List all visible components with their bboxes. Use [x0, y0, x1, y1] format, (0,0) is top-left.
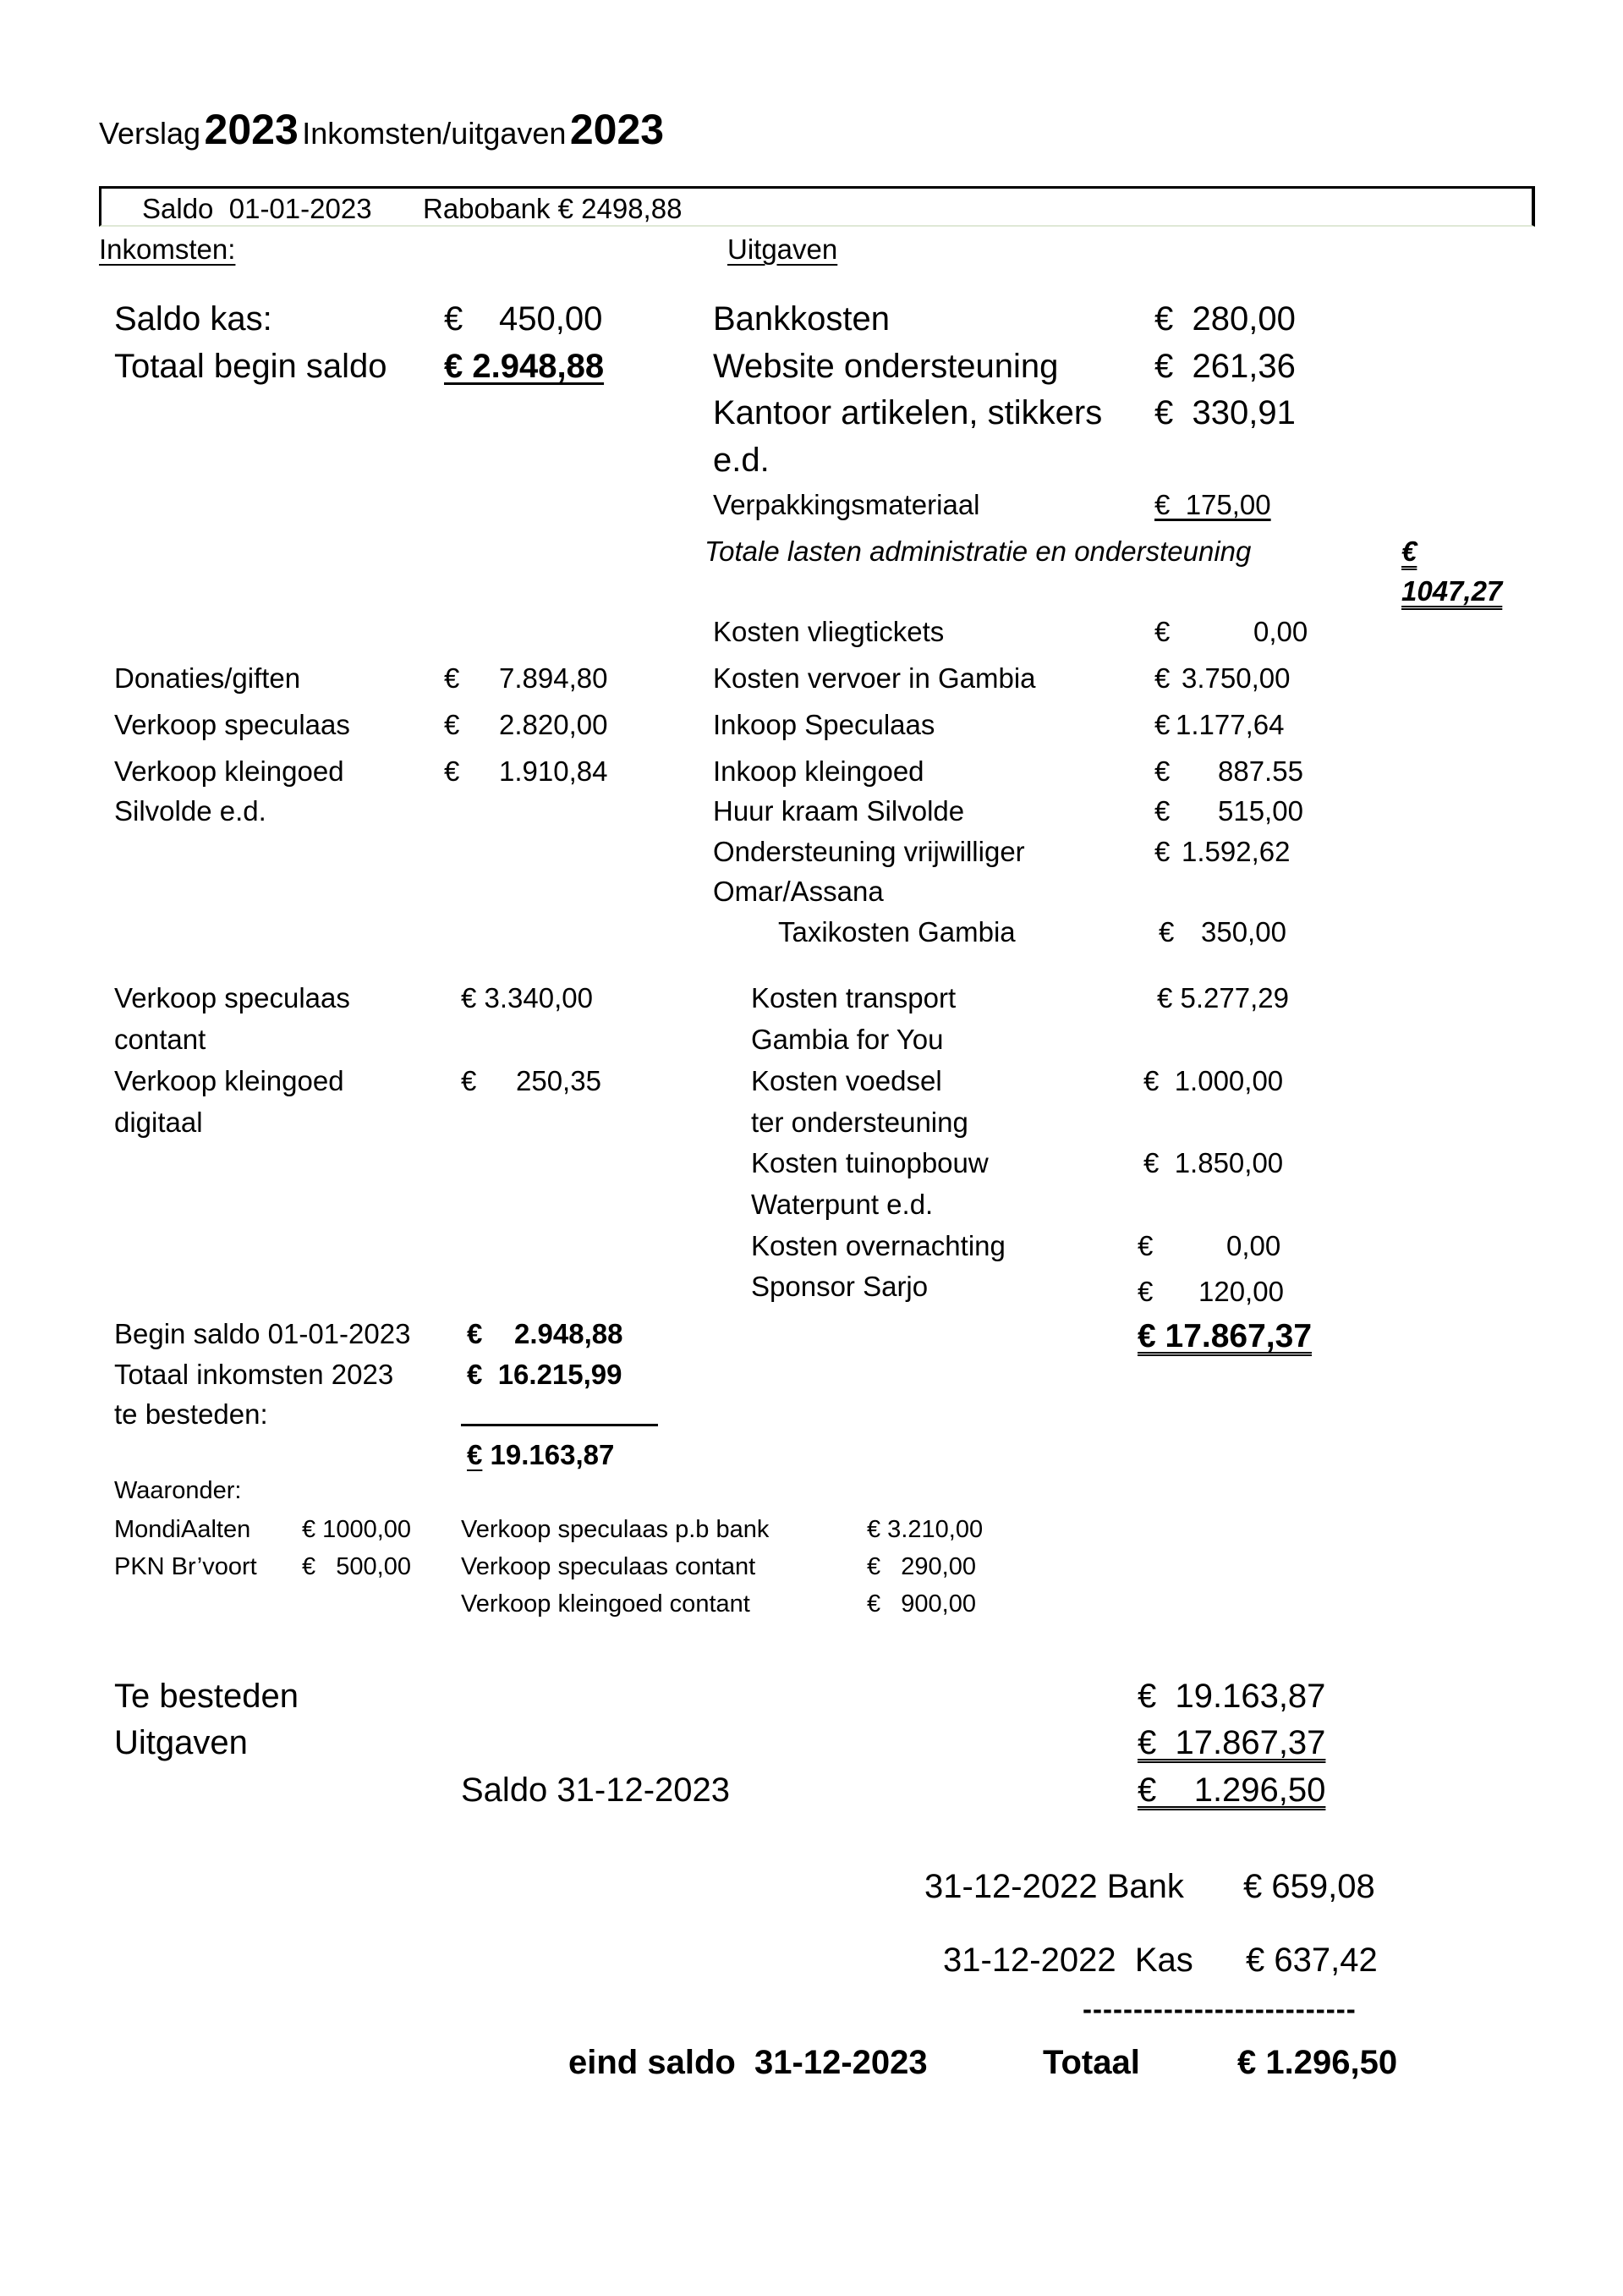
donaties-currency: €	[444, 662, 460, 694]
tuinopbouw-label-2: Waterpunt e.d.	[751, 1189, 934, 1220]
closing-bank-label: 31-12-2022 Bank	[924, 1868, 1184, 1905]
inkoop-speculaas-amount: 1.177,64	[1176, 709, 1285, 740]
totaal-begin-amount: € 2.948,88	[444, 348, 605, 385]
te-besteden-amount: 19.163,87	[490, 1439, 615, 1470]
closing-kas-amount: € 637,42	[1246, 1942, 1378, 1979]
balance-te-besteden-label: Te besteden	[114, 1678, 299, 1715]
begin-saldo-amount: 2.948,88	[514, 1318, 623, 1349]
balance-te-besteden-amount: € 19.163,87	[1138, 1678, 1326, 1715]
kantoor-label: Kantoor artikelen, stikkers	[713, 394, 1103, 431]
totaal-inkomsten-amount: € 16.215,99	[467, 1359, 622, 1390]
bankkosten-amount: € 280,00	[1154, 300, 1296, 338]
closing-kas-label: 31-12-2022 Kas	[943, 1942, 1193, 1979]
sale-amount: € 290,00	[867, 1553, 976, 1580]
totaal-begin-label: Totaal begin saldo	[114, 348, 387, 385]
eind-saldo-label: eind saldo 31-12-2023	[568, 2044, 928, 2081]
expense-heading: Uitgaven	[727, 233, 838, 265]
inkoop-speculaas-currency: €	[1154, 709, 1171, 740]
te-besteden-amount-row	[467, 1441, 614, 1469]
vliegtickets-currency: €	[1154, 616, 1171, 647]
totale-lasten-currency: €	[1401, 536, 1417, 567]
speculaas-contant-label-2: contant	[114, 1024, 206, 1055]
income-heading: Inkomsten:	[99, 233, 236, 265]
overnachting-currency: €	[1138, 1230, 1154, 1261]
inkoop-speculaas-label: Inkoop Speculaas	[713, 709, 935, 740]
totale-lasten-label: Totale lasten administratie en ondersteuning	[705, 536, 1252, 567]
kantoor-amount: € 330,91	[1154, 394, 1296, 431]
sponsor-currency: €	[1138, 1276, 1154, 1307]
vrijwilliger-currency: €	[1154, 836, 1171, 867]
inkoop-kleingoed-amount: 887.55	[1218, 755, 1303, 787]
closing-bank-amount: € 659,08	[1243, 1868, 1375, 1905]
kleingoed-digitaal-currency: €	[461, 1065, 477, 1096]
sale-label: Verkoop kleingoed contant	[461, 1590, 750, 1618]
sponsor-amount: 120,00	[1198, 1276, 1284, 1307]
inkoop-kleingoed-currency: €	[1154, 755, 1171, 787]
overnachting-amount: 0,00	[1226, 1230, 1281, 1261]
taxikosten-currency: €	[1159, 916, 1175, 948]
sale-label: Verkoop speculaas contant	[461, 1553, 756, 1580]
donor-label: PKN Br’voort	[114, 1553, 257, 1580]
donor-amount: € 1000,00	[302, 1516, 412, 1543]
te-besteden-label: te besteden:	[114, 1398, 268, 1430]
donor-label: MondiAalten	[114, 1516, 251, 1543]
speculaas-contant-label: Verkoop speculaas	[114, 982, 350, 1013]
saldo-kas-label: Saldo kas:	[114, 300, 272, 338]
verkoop-kleingoed-currency: €	[444, 755, 460, 787]
title-year-2: 2023	[569, 106, 665, 153]
huur-kraam-amount: 515,00	[1218, 795, 1303, 827]
vervoer-amount: 3.750,00	[1182, 662, 1291, 694]
taxikosten-amount: 350,00	[1201, 916, 1286, 948]
kantoor-label-2: e.d.	[713, 442, 770, 479]
donaties-label: Donaties/giften	[114, 662, 301, 694]
voedsel-amount: € 1.000,00	[1143, 1065, 1284, 1096]
tuinopbouw-amount: € 1.850,00	[1143, 1147, 1284, 1178]
balance-saldo-amount: € 1.296,50	[1138, 1771, 1326, 1809]
transport-label: Kosten transport	[751, 982, 957, 1013]
kleingoed-digitaal-amount: 250,35	[516, 1065, 601, 1096]
tuinopbouw-label: Kosten tuinopbouw	[751, 1147, 989, 1178]
verpakking-label: Verpakkingsmateriaal	[713, 489, 980, 520]
expenses-total: € 17.867,37	[1138, 1318, 1313, 1354]
title-prefix: Verslag	[99, 116, 201, 151]
sale-amount: € 3.210,00	[867, 1516, 984, 1543]
website-amount: € 261,36	[1154, 348, 1296, 385]
donor-amount: € 500,00	[302, 1553, 411, 1580]
verkoop-kleingoed-label-2: Silvolde e.d.	[114, 795, 266, 827]
taxikosten-label: Taxikosten Gambia	[778, 916, 1016, 948]
sale-amount: € 900,00	[867, 1590, 976, 1618]
kleingoed-digitaal-label: Verkoop kleingoed	[114, 1065, 344, 1096]
verpakking-amount: € 175,00	[1154, 489, 1271, 520]
vrijwilliger-label: Ondersteuning vrijwilliger	[713, 836, 1025, 867]
page-title	[99, 108, 664, 151]
overnachting-label: Kosten overnachting	[751, 1230, 1006, 1261]
box-saldo-label: Saldo 01-01-2023	[142, 193, 372, 224]
vrijwilliger-amount: 1.592,62	[1182, 836, 1291, 867]
title-middle: Inkomsten/uitgaven	[302, 116, 567, 151]
sale-label: Verkoop speculaas p.b bank	[461, 1516, 770, 1543]
voedsel-label: Kosten voedsel	[751, 1065, 942, 1096]
balance-uitgaven-amount: € 17.867,37	[1138, 1724, 1326, 1761]
te-besteden-currency: €	[467, 1439, 483, 1470]
saldo-kas-currency: €	[444, 300, 463, 338]
totale-lasten-amount: 1047,27	[1401, 575, 1503, 607]
balance-saldo-label: Saldo 31-12-2023	[461, 1771, 731, 1809]
website-label: Website ondersteuning	[713, 348, 1059, 385]
title-year: 2023	[204, 106, 299, 153]
speculaas-contant-amount: € 3.340,00	[461, 982, 593, 1013]
transport-label-2: Gambia for You	[751, 1024, 944, 1055]
vervoer-label: Kosten vervoer in Gambia	[713, 662, 1036, 694]
huur-kraam-currency: €	[1154, 795, 1171, 827]
subtotal-line	[461, 1424, 658, 1426]
vliegtickets-amount: 0,00	[1253, 616, 1308, 647]
waaronder-heading: Waaronder:	[114, 1477, 242, 1504]
sponsor-label: Sponsor Sarjo	[751, 1271, 929, 1302]
verkoop-speculaas-currency: €	[444, 709, 460, 740]
verkoop-kleingoed-label: Verkoop kleingoed	[114, 755, 344, 787]
begin-saldo-currency: €	[467, 1318, 483, 1349]
vrijwilliger-label-2: Omar/Assana	[713, 876, 884, 907]
totaal-inkomsten-label: Totaal inkomsten 2023	[114, 1359, 394, 1390]
closing-totaal-amount: € 1.296,50	[1237, 2044, 1398, 2081]
box-bank-label: Rabobank € 2498,88	[423, 193, 683, 224]
huur-kraam-label: Huur kraam Silvolde	[713, 795, 965, 827]
closing-dashes: ---------------------------	[1083, 1993, 1357, 2024]
balance-uitgaven-label: Uitgaven	[114, 1724, 248, 1761]
kleingoed-digitaal-label-2: digitaal	[114, 1107, 203, 1138]
bankkosten-label: Bankkosten	[713, 300, 891, 338]
transport-amount: € 5.277,29	[1157, 982, 1289, 1013]
vliegtickets-label: Kosten vliegtickets	[713, 616, 945, 647]
voedsel-label-2: ter ondersteuning	[751, 1107, 968, 1138]
verkoop-speculaas-amount: 2.820,00	[499, 709, 608, 740]
donaties-amount: 7.894,80	[499, 662, 608, 694]
verkoop-kleingoed-amount: 1.910,84	[499, 755, 608, 787]
begin-saldo-label: Begin saldo 01-01-2023	[114, 1318, 411, 1349]
closing-totaal-label: Totaal	[1043, 2044, 1140, 2081]
saldo-kas-amount: 450,00	[499, 300, 603, 338]
vervoer-currency: €	[1154, 662, 1171, 694]
inkoop-kleingoed-label: Inkoop kleingoed	[713, 755, 924, 787]
verkoop-speculaas-label: Verkoop speculaas	[114, 709, 350, 740]
